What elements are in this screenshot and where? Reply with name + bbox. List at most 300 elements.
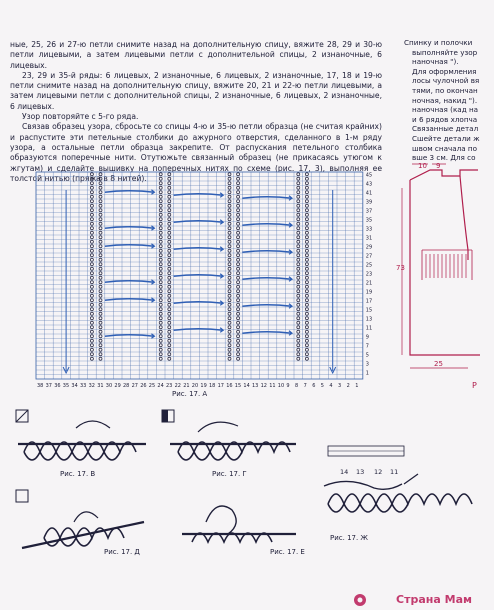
chart-purl-symbol [297,177,300,180]
chart-col-number: 23 [166,383,173,389]
chart-purl-symbol [228,285,231,288]
chart-purl-symbol [297,326,300,329]
chart-purl-symbol [297,348,300,351]
chart-purl-symbol [90,335,93,338]
chart-purl-symbol [90,236,93,239]
chart-col-number: 22 [174,383,181,389]
figure-17-d-caption: Рис. 17. Д [104,548,140,556]
chart-purl-symbol [297,339,300,342]
chart-purl-symbol [99,173,102,176]
chart-purl-symbol [99,200,102,203]
chart-purl-symbol [237,294,240,297]
chart-purl-symbol [297,218,300,221]
chart-purl-symbol [99,191,102,194]
chart-purl-symbol [228,348,231,351]
fig-d-arrow-arc [74,512,98,522]
fig-g-symbol-fill [162,410,168,422]
chart-purl-symbol [90,182,93,185]
chart-purl-symbol [228,299,231,302]
chart-row-number: 1 [365,370,369,377]
chart-col-number: 15 [234,383,242,389]
chart-purl-symbol [228,344,231,347]
chart-purl-symbol [237,200,240,203]
chart-col-number: 12 [260,383,267,389]
chart-purl-symbol [90,177,93,180]
chart-purl-symbol [228,177,231,180]
chart-purl-symbol [237,285,240,288]
chart-cable-arrow [242,332,292,334]
paragraph-3: Узор повторяйте с 5-го ряда. [22,112,139,122]
chart-purl-symbol [159,290,162,293]
chart-col-number: 5 [320,383,324,389]
chart-purl-symbol [297,204,300,207]
chart-purl-symbol [297,200,300,203]
chart-purl-symbol [228,245,231,248]
figure-17-zh-caption: Рис. 17. Ж [330,534,368,542]
chart-cable-arrow [105,281,155,283]
chart-col-number: 3 [338,383,342,389]
chart-col-number: 8 [295,383,299,389]
chart-col-number: 11 [269,383,276,389]
chart-purl-symbol [99,285,102,288]
chart-purl-symbol [237,182,240,185]
chart-purl-symbol [159,321,162,324]
chart-purl-symbol [159,191,162,194]
chart-purl-symbol [90,195,93,198]
fig-v-loops-lower [24,452,120,460]
chart-purl-symbol [237,258,240,261]
chart-purl-symbol [237,227,240,230]
chart-row-number: 13 [365,316,373,323]
chart-purl-symbol [159,182,162,185]
chart-purl-symbol [305,357,308,360]
chart-purl-symbol [159,254,162,257]
chart-col-number: 32 [88,383,95,389]
chart-purl-symbol [305,267,308,270]
fig-v-arrow-arc [76,421,110,428]
pattern-neckline [410,170,478,180]
chart-purl-symbol [237,195,240,198]
figure-17-g-caption: Рис. 17. Г [212,470,247,478]
chart-purl-symbol [90,173,93,176]
chart-purl-symbol [159,285,162,288]
chart-purl-symbol [159,173,162,176]
chart-purl-symbol [99,249,102,252]
chart-purl-symbol [99,263,102,266]
chart-purl-symbol [159,317,162,320]
chart-purl-symbol [90,276,93,279]
right-text-line: лосы чулочной вя [412,76,480,86]
chart-purl-symbol [297,258,300,261]
chart-purl-symbol [99,299,102,302]
chart-col-number: 34 [71,383,78,389]
chart-purl-symbol [228,213,231,216]
chart-purl-symbol [99,245,102,248]
chart-purl-symbol [99,353,102,356]
chart-purl-symbol [168,317,171,320]
chart-purl-symbol [168,285,171,288]
chart-purl-symbol [168,191,171,194]
chart-purl-symbol [228,218,231,221]
chart-purl-symbol [99,258,102,261]
chart-purl-symbol [159,195,162,198]
chart-purl-symbol [159,281,162,284]
chart-purl-symbol [168,209,171,212]
chart-purl-symbol [99,231,102,234]
chart-purl-symbol [159,303,162,306]
chart-purl-symbol [168,326,171,329]
chart-cable-arrow [105,299,155,301]
chart-purl-symbol [90,263,93,266]
chart-purl-symbol [159,263,162,266]
chart-purl-symbol [90,326,93,329]
chart-purl-symbol [297,195,300,198]
right-text-column [404,38,494,163]
chart-col-number: 27 [131,383,138,389]
chart-purl-symbol [305,281,308,284]
chart-purl-symbol [90,330,93,333]
chart-purl-symbol [237,177,240,180]
chart-purl-symbol [159,227,162,230]
chart-purl-symbol [228,281,231,284]
chart-purl-symbol [99,240,102,243]
chart-row-number: 35 [365,217,373,224]
fig-zh-num-14: 14 [340,468,349,476]
chart-purl-symbol [237,231,240,234]
chart-purl-symbol [90,294,93,297]
chart-purl-symbol [90,213,93,216]
chart-purl-symbol [305,254,308,257]
chart-col-number: 13 [252,383,259,389]
chart-purl-symbol [168,312,171,315]
chart-col-number: 25 [148,383,156,389]
chart-purl-symbol [297,222,300,225]
chart-purl-symbol [159,312,162,315]
chart-purl-symbol [168,231,171,234]
chart-purl-symbol [237,308,240,311]
chart-purl-symbol [168,303,171,306]
fig-e-thread [206,506,236,534]
chart-purl-symbol [297,290,300,293]
chart-purl-symbol [90,357,93,360]
chart-purl-symbol [228,317,231,320]
chart-purl-symbol [99,236,102,239]
right-text-line: швом сначала по [412,143,478,153]
chart-col-number: 4 [329,383,333,389]
chart-purl-symbol [159,258,162,261]
chart-purl-symbol [99,227,102,230]
chart-purl-symbol [237,191,240,194]
chart-purl-symbol [305,182,308,185]
chart-purl-symbol [237,204,240,207]
chart-purl-symbol [168,263,171,266]
chart-row-number: 25 [365,262,373,269]
chart-cable-arrow [242,305,292,307]
chart-purl-symbol [297,272,300,275]
chart-purl-symbol [99,186,102,189]
chart-purl-symbol [228,240,231,243]
chart-purl-symbol [305,213,308,216]
chart-purl-symbol [99,182,102,185]
chart-purl-symbol [237,213,240,216]
chart-purl-symbol [159,276,162,279]
chart-purl-symbol [99,267,102,270]
chart-col-number: 20 [191,383,199,389]
chart-col-number: 6 [312,383,316,389]
chart-purl-symbol [159,236,162,239]
chart-cable-arrow [105,191,155,193]
chart-purl-symbol [159,330,162,333]
chart-purl-symbol [237,249,240,252]
chart-purl-symbol [168,186,171,189]
pattern-dim-top-1: 10 [418,162,427,170]
chart-purl-symbol [159,177,162,180]
chart-purl-symbol [90,222,93,225]
chart-purl-symbol [90,218,93,221]
fig-zh-thread [324,481,402,489]
chart-purl-symbol [305,222,308,225]
chart-cable-arrow [105,227,155,229]
chart-purl-symbol [305,303,308,306]
chart-purl-symbol [305,249,308,252]
chart-purl-symbol [237,344,240,347]
pattern-outline [410,180,480,355]
chart-purl-symbol [90,290,93,293]
chart-purl-symbol [168,236,171,239]
chart-purl-symbol [99,177,102,180]
chart-purl-symbol [305,186,308,189]
chart-purl-symbol [237,353,240,356]
chart-purl-symbol [90,209,93,212]
chart-purl-symbol [168,299,171,302]
chart-purl-symbol [237,317,240,320]
chart-purl-symbol [168,344,171,347]
chart-row-number: 39 [365,199,373,206]
chart-purl-symbol [297,281,300,284]
chart-row-number: 11 [365,325,373,332]
chart-purl-symbol [159,335,162,338]
chart-purl-symbol [237,281,240,284]
knitting-chart [14,166,384,400]
chart-purl-symbol [228,330,231,333]
chart-purl-symbol [228,272,231,275]
chart-purl-symbol [90,344,93,347]
chart-purl-symbol [168,276,171,279]
chart-purl-symbol [228,186,231,189]
fig-zh-num-12: 12 [374,468,383,476]
chart-purl-symbol [237,209,240,212]
chart-row-number: 19 [365,289,373,296]
chart-cable-arrow [242,224,292,226]
chart-purl-symbol [168,308,171,311]
chart-purl-symbol [168,357,171,360]
chart-purl-symbol [99,276,102,279]
chart-col-number: 10 [277,383,285,389]
figure-17-v [14,408,154,476]
chart-purl-symbol [90,267,93,270]
chart-purl-symbol [305,290,308,293]
pattern-dim-side: 73 [396,264,405,272]
chart-purl-symbol [99,209,102,212]
chart-purl-symbol [90,339,93,342]
chart-purl-symbol [159,240,162,243]
figure-17-g [158,408,298,476]
chart-purl-symbol [90,186,93,189]
chart-purl-symbol [297,240,300,243]
chart-purl-symbol [305,191,308,194]
chart-purl-symbol [228,263,231,266]
chart-purl-symbol [99,303,102,306]
chart-purl-symbol [168,218,171,221]
chart-purl-symbol [237,303,240,306]
chart-purl-symbol [297,186,300,189]
chart-purl-symbol [159,231,162,234]
chart-purl-symbol [237,330,240,333]
chart-row-number: 41 [365,190,373,197]
chart-purl-symbol [297,312,300,315]
chart-purl-symbol [297,213,300,216]
chart-purl-symbol [99,339,102,342]
brand-logo-icon [352,592,368,608]
chart-purl-symbol [168,245,171,248]
chart-purl-symbol [237,339,240,342]
chart-purl-symbol [305,276,308,279]
chart-purl-symbol [228,321,231,324]
chart-purl-symbol [297,182,300,185]
chart-purl-symbol [90,240,93,243]
chart-purl-symbol [305,344,308,347]
chart-purl-symbol [159,213,162,216]
chart-purl-symbol [305,245,308,248]
chart-purl-symbol [168,195,171,198]
chart-purl-symbol [228,335,231,338]
chart-purl-symbol [228,339,231,342]
chart-purl-symbol [99,272,102,275]
chart-purl-symbol [228,290,231,293]
chart-purl-symbol [237,326,240,329]
chart-purl-symbol [168,272,171,275]
fig-zh-arrow [404,474,418,484]
chart-col-number: 24 [157,383,164,389]
chart-purl-symbol [90,308,93,311]
chart-purl-symbol [297,335,300,338]
chart-purl-symbol [305,330,308,333]
chart-row-number: 15 [365,307,373,314]
chart-purl-symbol [228,303,231,306]
chart-purl-symbol [99,321,102,324]
chart-purl-symbol [90,303,93,306]
chart-purl-symbol [90,191,93,194]
chart-cable-arrow [105,335,155,337]
chart-purl-symbol [305,321,308,324]
chart-purl-symbol [99,195,102,198]
chart-col-number: 31 [97,383,104,389]
chart-purl-symbol [168,335,171,338]
chart-purl-symbol [90,348,93,351]
chart-purl-symbol [90,285,93,288]
chart-purl-symbol [168,258,171,261]
chart-cable-arrow [105,245,155,247]
chart-purl-symbol [168,321,171,324]
chart-purl-symbol [168,173,171,176]
chart-purl-symbol [168,204,171,207]
paragraph-2 [10,71,382,112]
chart-purl-symbol [305,204,308,207]
chart-purl-symbol [168,249,171,252]
chart-purl-symbol [159,357,162,360]
right-text-line: Для оформления [412,66,477,76]
chart-purl-symbol [305,285,308,288]
chart-col-number: 2 [346,383,350,389]
pattern-dim-top-2: 9 [436,162,441,170]
chart-purl-symbol [297,344,300,347]
chart-purl-symbol [305,258,308,261]
chart-purl-symbol [159,267,162,270]
chart-purl-symbol [90,254,93,257]
figure-17-zh [318,440,478,540]
chart-purl-symbol [228,308,231,311]
chart-purl-symbol [305,240,308,243]
chart-purl-symbol [237,263,240,266]
chart-purl-symbol [305,335,308,338]
right-text-line: вше 3 см. Для со [412,153,476,163]
paragraph-2-body: 6 лицевых, 2 изнаночные, 6 лицевых, 2 изнаночные, 17, 18 и 19-ю петли снимите назад на дополнительную спицу, вяжите 20, 21 и 22-ю петли лицевыми, а затем лицевыми петли с дополнительной спицы, 2 изнаночные, 6 лицевых, 2 изнаночные, 6 лицевых. [10,70,382,111]
chart-purl-symbol [99,317,102,320]
chart-purl-symbol [305,326,308,329]
chart-purl-symbol [228,276,231,279]
chart-purl-symbol [159,249,162,252]
chart-purl-symbol [99,294,102,297]
chart-purl-symbol [228,236,231,239]
fig-g-arrow-arc [198,422,238,432]
right-text-line: ночная, накид "). [412,95,478,105]
paragraph-2-lead: 23, 29 и 35-й ряды: [22,70,103,80]
chart-purl-symbol [228,200,231,203]
chart-purl-symbol [99,348,102,351]
chart-purl-symbol [228,209,231,212]
chart-cable-arrow [242,278,292,280]
chart-purl-symbol [297,254,300,257]
chart-purl-symbol [305,200,308,203]
chart-purl-symbol [90,317,93,320]
chart-purl-symbol [168,240,171,243]
chart-purl-symbol [228,182,231,185]
paragraph-4: Связав образец узора, сбросьте со спицы 4-ю и 35-ю петли образца (не считая крайних) и распустите эти петельные столбики до ажурного отверстия, сделанного в 1-м ряду узора, а остальные петли образца закрепите. От распускания петельного столбика образуются поперечные нити. Отутюжьте связанный образец (не прикасаясь утюгом к жгутам) и сделайте вышивку на поперечных нитях по схеме (рис. 17, 3), выполняя ее толстой нитью (пряжа в 8 нитей). [10,122,382,183]
chart-purl-symbol [168,213,171,216]
chart-purl-symbol [237,357,240,360]
site-watermark: Страна Мам [396,593,472,606]
chart-purl-symbol [237,267,240,270]
chart-purl-symbol [90,281,93,284]
chart-purl-symbol [305,299,308,302]
chart-col-number: 35 [62,383,70,389]
pattern-sleeve-box [422,250,472,280]
chart-purl-symbol [297,245,300,248]
chart-caption: Рис. 17. А [172,390,208,398]
chart-purl-symbol [237,186,240,189]
chart-purl-symbol [297,299,300,302]
chart-purl-symbol [159,348,162,351]
pattern-armhole [460,176,468,260]
chart-purl-symbol [90,299,93,302]
chart-purl-symbol [228,326,231,329]
chart-purl-symbol [305,339,308,342]
chart-purl-symbol [159,200,162,203]
chart-purl-symbol [99,357,102,360]
chart-purl-symbol [297,330,300,333]
chart-purl-symbol [159,204,162,207]
chart-purl-symbol [99,330,102,333]
